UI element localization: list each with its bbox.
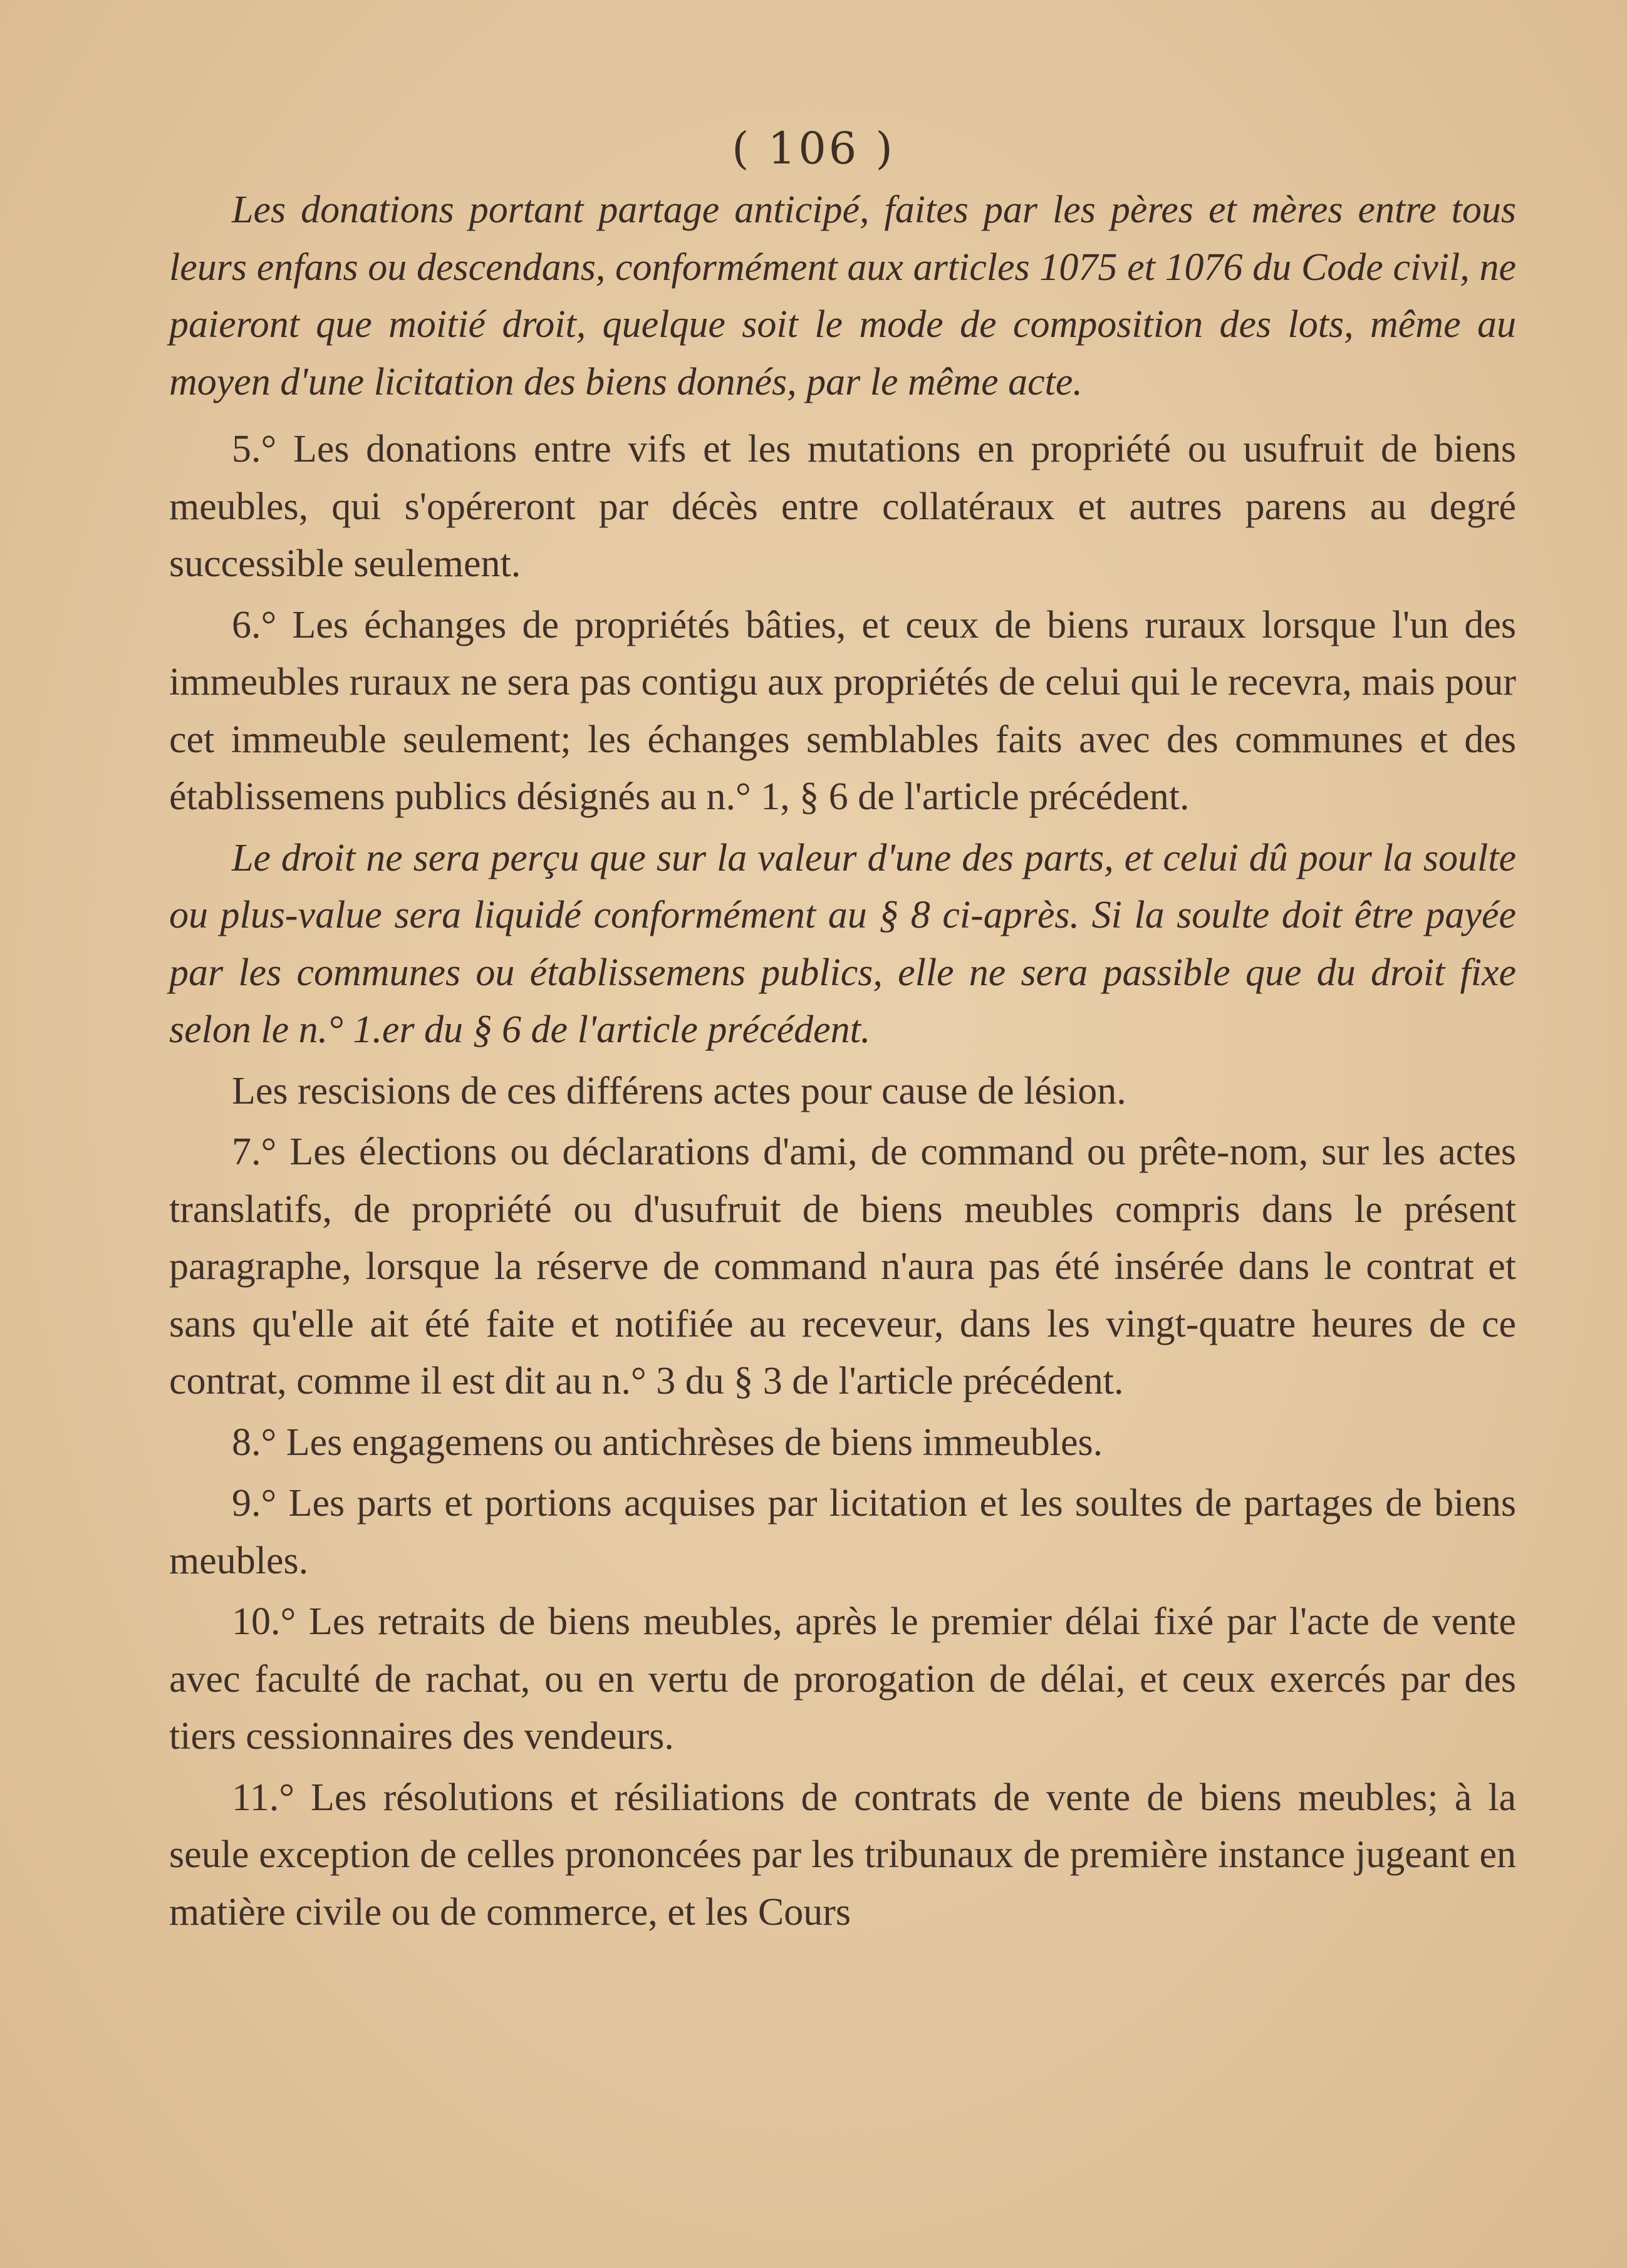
paragraph-item-5: 5.° Les donations entre vifs et les mutations en propriété ou usufruit de biens meubles, qui s'opéreront par décès entre collatéraux et autres parens au degré successible seulement. bbox=[169, 428, 1516, 585]
page-number: ( 106 ) bbox=[732, 123, 895, 174]
body-text bbox=[169, 182, 1516, 1941]
paragraph-item-11: 11.° Les résolutions et résiliations de contrats de vente de biens meubles; à la seule exception de celles prononcées par les tribunaux de première instance jugeant en matière civile ou de commerce, et les Cours bbox=[169, 1776, 1516, 1934]
paragraph-donations-partage: Les donations portant partage anticipé, faites par les pères et mères entre tous leurs enfans ou descendans, conformément aux articles 1075 et 1076 du Code civil, ne paieront que moitié droit, quelque soit le mode de composition des lots, même au moyen d'une licitation des biens donnés, par le même acte. bbox=[169, 189, 1516, 403]
paragraph-item-6: 6.° Les échanges de propriétés bâties, et ceux de biens ruraux lorsque l'un des immeubles ruraux ne sera pas contigu aux propriétés de celui qui le recevra, mais pour cet immeuble seulement; les échanges semblables faits avec des communes et des établissemens publics désignés au n.° 1, § 6 de l'article précédent. bbox=[169, 603, 1516, 818]
paragraph-rescisions: Les rescisions de ces différens actes pour cause de lésion. bbox=[232, 1069, 1126, 1112]
paragraph-item-9: 9.° Les parts et portions acquises par licitation et les soultes de partages de biens meubles. bbox=[169, 1482, 1516, 1582]
paragraph-item-8: 8.° Les engagemens ou antichrèses de biens immeubles. bbox=[232, 1421, 1103, 1464]
paragraph-item-10: 10.° Les retraits de biens meubles, après le premier délai fixé par l'acte de vente avec faculté de rachat, ou en vertu de prorogation de délai, et ceux exercés par des tiers cessionnaires des vendeurs. bbox=[169, 1600, 1516, 1758]
paragraph-item-7: 7.° Les élections ou déclarations d'ami, de command ou prête-nom, sur les actes translatifs, de propriété ou d'usufruit de biens meubles compris dans le présent paragraphe, lorsque la réserve de command n'aura pas été insérée dans le contrat et sans qu'elle ait été faite et notifiée au receveur, dans les vingt-quatre heures de ce contrat, comme il est dit au n.° 3 du § 3 de l'article précédent. bbox=[169, 1131, 1516, 1402]
paragraph-droit-soulte: Le droit ne sera perçu que sur la valeur d'une des parts, et celui dû pour la soulte ou plus-value sera liquidé conformément au § 8 ci-après. Si la soulte doit être payée par les communes ou établissemens publics, elle ne sera passible que du droit fixe selon le n.° 1.er du § 6 de l'article précédent. bbox=[169, 836, 1516, 1051]
